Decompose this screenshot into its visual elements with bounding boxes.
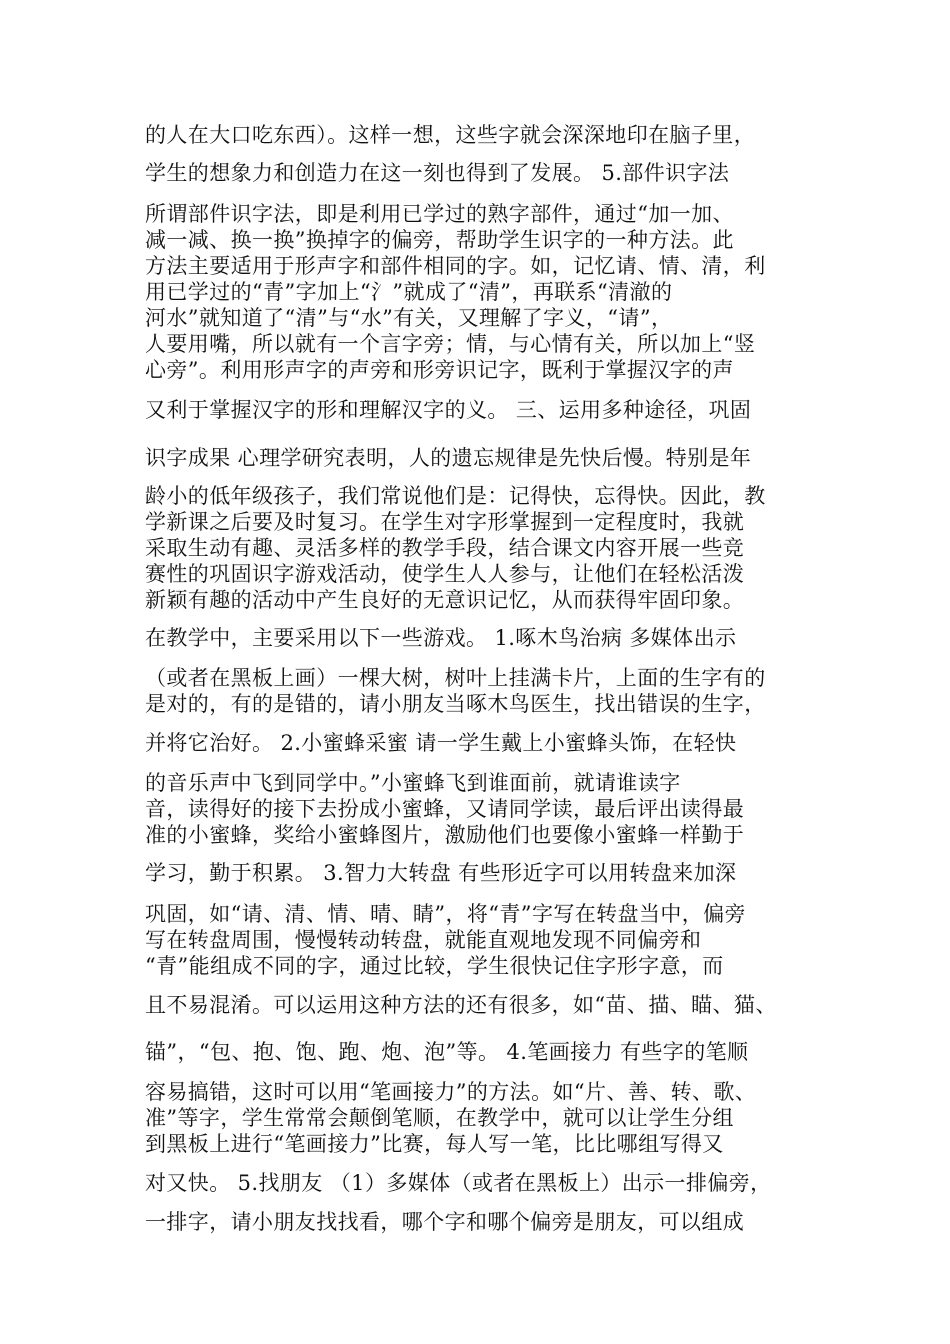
text-line: 的音乐声中飞到同学中。”小蜜蜂飞到谁面前，就请谁读字: [145, 771, 681, 795]
text-line: 河水”就知道了“清”与“水”有关，又理解了字义，“请”，: [145, 306, 673, 330]
text-line: 巩固，如“请、清、情、晴、睛”，将“青”字写在转盘当中，偏旁: [145, 902, 746, 926]
text-line: 龄小的低年级孩子，我们常说他们是：记得快，忘得快。因此，教: [145, 484, 766, 508]
text-line: 心旁”。利用形声字的声旁和形旁识记字，既利于掌握汉字的声: [145, 358, 734, 382]
text-line: 学习，勤于积累。 3.智力大转盘 有些形近字可以用转盘来加深: [145, 861, 737, 885]
text-line: 写在转盘周围，慢慢转动转盘，就能直观地发现不同偏旁和: [145, 928, 702, 952]
text-line: 用已学过的“青”字加上“氵”就成了“清”，再联系“清澈的: [145, 280, 673, 304]
text-line: 准”等字，学生常常会颠倒笔顺，在教学中，就可以让学生分组: [145, 1106, 734, 1130]
text-line: 容易搞错，这时可以用“笔画接力”的方法。如“片、善、转、歌、: [145, 1080, 757, 1104]
text-line: 音，读得好的接下去扮成小蜜蜂，又请同学读，最后评出读得最: [145, 797, 745, 821]
text-line: 方法主要适用于形声字和部件相同的字。如，记忆请、情、清，利: [145, 254, 766, 278]
text-line: 到黑板上进行“笔画接力”比赛，每人写一笔，比比哪组写得又: [145, 1132, 724, 1156]
text-line: （或者在黑板上画）一棵大树，树叶上挂满卡片，上面的生字有的: [145, 666, 766, 690]
text-line: “青”能组成不同的字，通过比较，学生很快记住字形字意，而: [145, 954, 724, 978]
text-line: 又利于掌握汉字的形和理解汉字的义。 三、运用多种途径，巩固: [145, 398, 752, 422]
text-line: 减一减、换一换”换掉字的偏旁，帮助学生识字的一种方法。此: [145, 228, 734, 252]
text-line: 是对的，有的是错的，请小朋友当啄木鸟医生，找出错误的生字，: [145, 692, 766, 716]
text-line: 的人在大口吃东西）。这样一想，这些字就会深深地印在脑子里，: [145, 123, 756, 147]
text-line: 一排字，请小朋友找找看，哪个字和哪个偏旁是朋友，可以组成: [145, 1210, 745, 1234]
text-line: 准的小蜜蜂，奖给小蜜蜂图片，激励他们也要像小蜜蜂一样勤于: [145, 823, 745, 847]
text-line: 对又快。 5.找朋友 （1）多媒体（或者在黑板上）出示一排偏旁，: [145, 1171, 772, 1195]
text-line: 学生的想象力和创造力在这一刻也得到了发展。 5.部件识字法: [145, 161, 730, 185]
text-line: 并将它治好。 2.小蜜蜂采蜜 请一学生戴上小蜜蜂头饰，在轻快: [145, 731, 737, 755]
text-line: 且不易混淆。可以运用这种方法的还有很多，如“苗、描、瞄、猫、: [145, 993, 777, 1017]
text-line: 采取生动有趣、灵活多样的教学手段，结合课文内容开展一些竞: [145, 536, 745, 560]
text-line: 学新课之后要及时复习。在学生对字形掌握到一定程度时，我就: [145, 510, 745, 534]
text-line: 所谓部件识字法，即是利用已学过的熟字部件，通过“加一加、: [145, 202, 734, 226]
text-line: 赛性的巩固识字游戏活动，使学生人人参与，让他们在轻松活泼: [145, 562, 745, 586]
text-line: 锚”，“包、抱、饱、跑、炮、泡”等。 4.笔画接力 有些字的笔顺: [145, 1040, 749, 1064]
text-line: 在教学中，主要采用以下一些游戏。 1.啄木鸟治病 多媒体出示: [145, 626, 737, 650]
text-line: 人要用嘴，所以就有一个言字旁；情，与心情有关，所以加上“竖: [145, 332, 756, 356]
text-line: 识字成果 心理学研究表明，人的遗忘规律是先快后慢。特别是年: [145, 446, 752, 470]
text-line: 新颖有趣的活动中产生良好的无意识记忆，从而获得牢固印象。: [145, 588, 745, 612]
